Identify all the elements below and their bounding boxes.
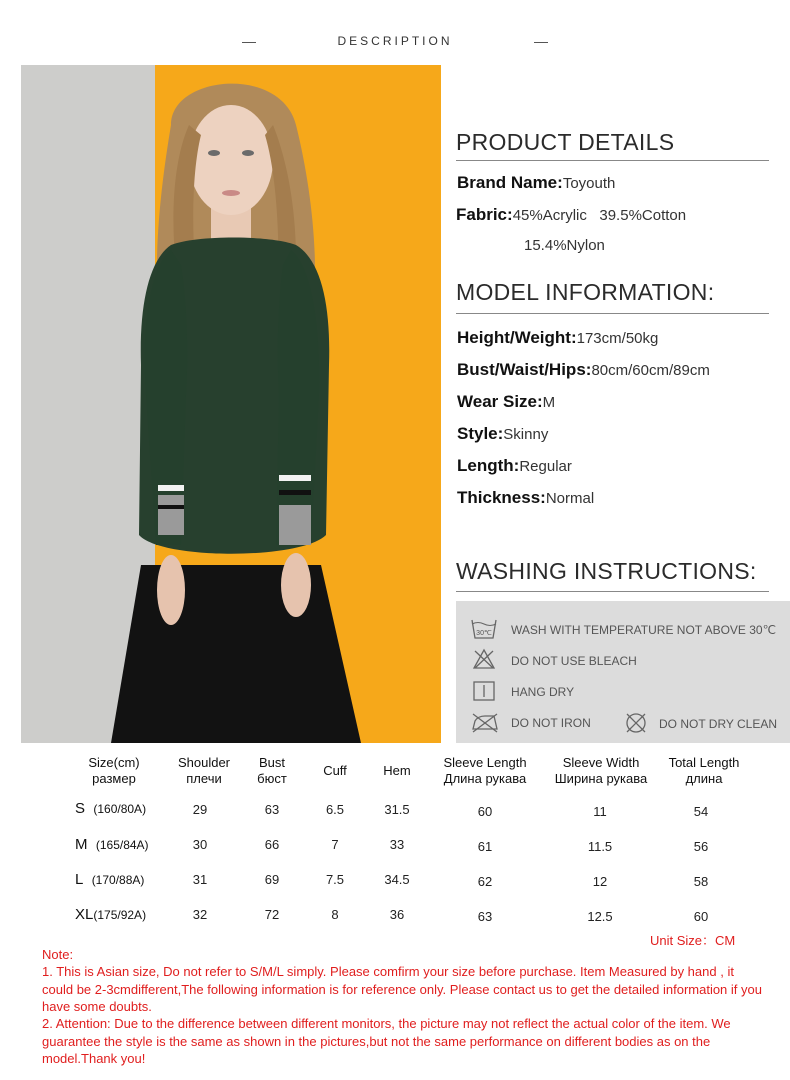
cell: 63 (264, 802, 280, 817)
model-row-wear-size (457, 392, 555, 412)
model-row-label: Thickness: (457, 488, 546, 507)
cell: 32 (192, 907, 208, 922)
fabric-value-continued: 15.4%Nylon (524, 237, 605, 254)
brand-label: Brand Name: (457, 173, 563, 192)
svg-text:30℃: 30℃ (476, 630, 492, 637)
cell: 11 (593, 804, 607, 819)
model-row-value: 80cm/60cm/89cm (591, 362, 710, 379)
header-ru: плечи (186, 771, 222, 786)
no-bleach-icon (472, 648, 496, 670)
model-information-divider (456, 313, 769, 314)
cell: 8 (331, 907, 339, 922)
header-ru: бюст (257, 771, 287, 786)
header-ru: Ширина рукава (554, 771, 648, 786)
header-en: Shoulder (177, 755, 231, 770)
size-dims: (160/80A) (93, 802, 147, 816)
cell: 72 (264, 907, 280, 922)
no-iron-icon (470, 711, 500, 733)
cell: 60 (693, 909, 709, 924)
size-dims: (170/88A) (91, 873, 145, 887)
cell: 34.5 (384, 872, 410, 887)
fabric-value: 45%Acrylic 39.5%Cotton (512, 207, 687, 224)
cell: 66 (264, 837, 280, 852)
model-illustration (21, 65, 441, 743)
cell: 62 (477, 874, 493, 889)
header-ru: Длина рукава (443, 771, 527, 786)
header-cuff (305, 763, 365, 779)
right-dash (534, 42, 548, 43)
size-label-m (75, 836, 149, 853)
cell: 11.5 (587, 839, 613, 854)
model-row-label: Wear Size: (457, 392, 543, 411)
header-en: Cuff (323, 763, 347, 778)
model-row-thickness (457, 488, 594, 508)
cell: 7 (331, 837, 339, 852)
model-row-value: 173cm/50kg (576, 330, 659, 347)
no-bleach-text: DO NOT USE BLEACH (511, 654, 637, 668)
wash-30-text: WASH WITH TEMPERATURE NOT ABOVE 30℃ (511, 623, 777, 637)
size-dims: (165/84A) (95, 838, 149, 852)
cell: 6.5 (325, 802, 345, 817)
wash-30-icon (470, 617, 498, 641)
header-en: Total Length (668, 755, 740, 770)
size-label-s (75, 800, 146, 817)
cell: 12 (592, 874, 608, 889)
header-en: Sleeve Length (443, 755, 527, 770)
hang-dry-text: HANG DRY (511, 685, 575, 699)
cell: 30 (192, 837, 208, 852)
model-row-label: Height/Weight: (457, 328, 577, 347)
cell: 31.5 (384, 802, 410, 817)
header-en: Hem (383, 763, 411, 778)
note-title: Note: (42, 947, 74, 962)
header-shoulder (164, 755, 244, 787)
header-sleeve-width (545, 755, 657, 787)
cell: 56 (693, 839, 709, 854)
cell: 60 (477, 804, 493, 819)
header-total-length (659, 755, 749, 787)
cell: 31 (192, 872, 208, 887)
header-ru: размер (92, 771, 136, 786)
description-header (0, 30, 790, 54)
fabric-row (456, 205, 686, 225)
header-en: Size(cm) (88, 755, 140, 770)
washing-instructions-divider (456, 591, 769, 592)
unit-size-label: Unit Size：CM (650, 933, 736, 948)
fabric-label: Fabric: (456, 205, 513, 224)
cell: 58 (693, 874, 709, 889)
description-title: DESCRIPTION (337, 34, 453, 48)
header-size (72, 755, 156, 787)
model-row-label: Length: (457, 456, 520, 475)
model-row-height-weight (457, 328, 658, 348)
model-information-heading: MODEL INFORMATION: (456, 279, 715, 305)
brand-value: Toyouth (562, 175, 616, 192)
no-dry-clean-text: DO NOT DRY CLEAN (659, 717, 778, 731)
size-label-l (75, 871, 144, 888)
cell: 54 (693, 804, 709, 819)
model-row-bust-waist-hips (457, 360, 710, 380)
size-code: L (75, 871, 84, 888)
cell: 12.5 (587, 909, 613, 924)
size-label-xl (75, 906, 146, 923)
model-row-label: Style: (457, 424, 504, 443)
washing-instructions-heading: WASHING INSTRUCTIONS: (456, 558, 757, 584)
product-details-divider (456, 160, 769, 161)
model-row-style (457, 424, 548, 444)
brand-row (457, 173, 615, 193)
note-line-2: 2. Attention: Due to the difference between different monitors, the picture may not reflect the actual color of the item. We guarantee the style is the same as shown in the pictures,but not the same performance on different bodies as on the model.Thank you! (42, 1016, 731, 1066)
size-dims: (175/92A) (93, 908, 147, 922)
cell: 36 (389, 907, 405, 922)
header-ru: длина (685, 771, 723, 786)
size-code: S (75, 800, 86, 817)
model-row-value: M (542, 394, 556, 411)
model-row-length (457, 456, 572, 476)
note-line-1: 1. This is Asian size, Do not refer to S/M/L simply. Please comfirm your size before purchase. Item Measured by hand , it could be 2-3cmdifferent,The following information is for reference only. Please contact us to get the detailed information if you have some doubts. (42, 964, 762, 1014)
cell: 63 (477, 909, 493, 924)
model-photo (21, 65, 441, 743)
no-dry-clean-icon (624, 712, 648, 734)
cell: 61 (477, 839, 493, 854)
header-en: Bust (258, 755, 285, 770)
cell: 7.5 (325, 872, 345, 887)
header-en: Sleeve Width (562, 755, 640, 770)
cell: 33 (389, 837, 405, 852)
size-code: XL (75, 906, 94, 923)
model-row-value: Regular (519, 458, 572, 475)
model-row-value: Skinny (503, 426, 549, 443)
washing-instructions-panel (456, 601, 790, 743)
no-iron-text: DO NOT IRON (511, 716, 591, 730)
model-row-label: Bust/Waist/Hips: (457, 360, 592, 379)
header-sleeve-length (432, 755, 538, 787)
cell: 69 (264, 872, 280, 887)
product-details-heading: PRODUCT DETAILS (456, 129, 675, 155)
cell: 29 (192, 802, 208, 817)
header-bust (242, 755, 302, 787)
size-code: M (75, 836, 88, 853)
hang-dry-icon (473, 681, 495, 701)
header-hem (367, 763, 427, 779)
model-row-value: Normal (545, 490, 595, 507)
